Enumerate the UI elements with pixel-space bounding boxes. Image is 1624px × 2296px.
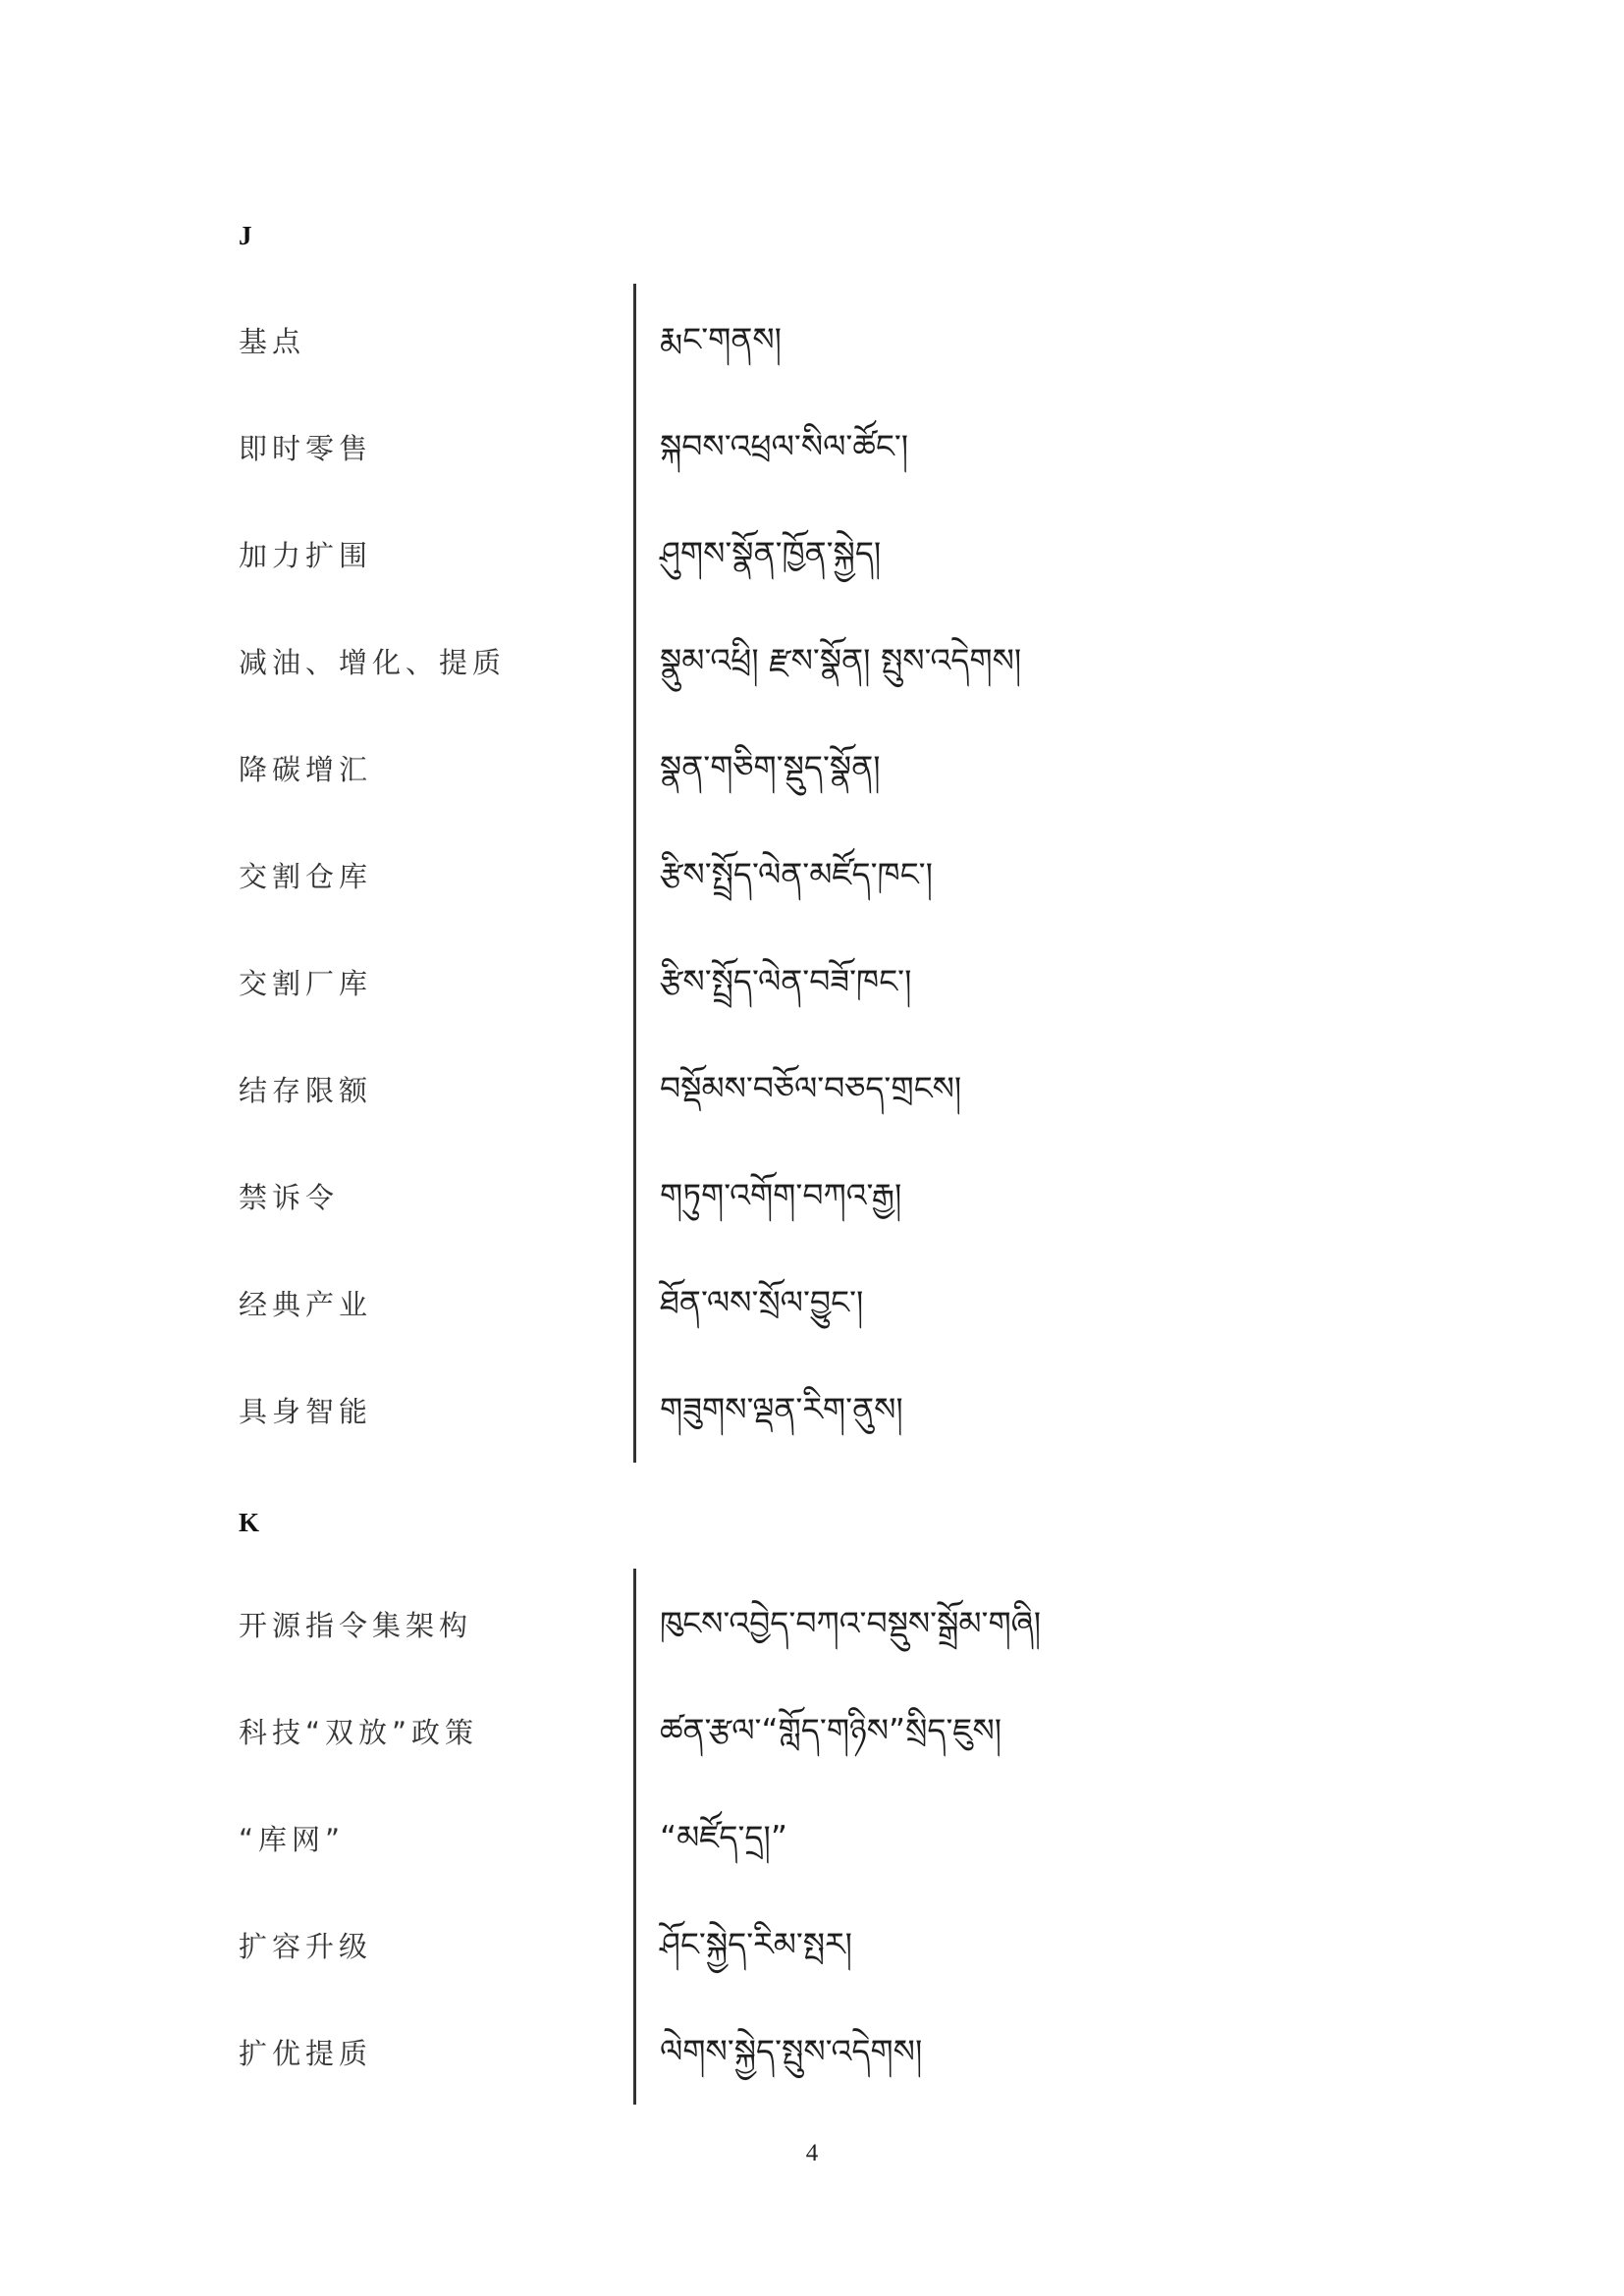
section-letter-k: K [239, 1508, 260, 1537]
tibetan-term: ལེགས་སྐྱེད་སྤུས་འདེགས། [660, 2032, 923, 2070]
glossary-row [0, 1168, 1624, 1227]
tibetan-term: ཁུངས་འབྱེད་བཀའ་བསྡུས་སྒྲོམ་གཞི། [660, 1604, 1042, 1642]
glossary-row [0, 954, 1624, 1013]
chinese-term: 具身智能 [239, 1395, 373, 1428]
tibetan-term: སྣན་གཅིག་སྡུད་སྣོན། [660, 748, 881, 786]
tibetan-term: ཤུགས་སྣོན་ཁྱོན་སྐྱེད། [660, 534, 882, 572]
chinese-term: 交割仓库 [239, 860, 373, 893]
glossary-row [0, 1596, 1624, 1655]
section-letter-j: J [239, 221, 252, 250]
chinese-term: 扩容升级 [239, 1930, 373, 1963]
glossary-row [0, 1061, 1624, 1120]
tibetan-term: “མཛོད་དྲ།” [660, 1818, 787, 1856]
glossary-row [0, 1917, 1624, 1976]
tibetan-term: བསྡོམས་བཅོལ་བཅད་གྲངས། [660, 1069, 962, 1107]
tibetan-term: གཏུག་འགོག་བཀའ་རྒྱ། [660, 1176, 902, 1214]
tibetan-term: རྩིས་སྤྲོད་ལེན་བཟོ་ཁང་། [660, 962, 912, 1000]
glossary-row [0, 312, 1624, 371]
glossary-row [0, 740, 1624, 799]
chinese-term: 降碳增汇 [239, 753, 373, 786]
chinese-term: 开源指令集架构 [239, 1609, 473, 1642]
chinese-term: 科技“双放”政策 [239, 1716, 479, 1749]
glossary-row [0, 633, 1624, 692]
glossary-row [0, 1703, 1624, 1762]
tibetan-term: རྩིས་སྤྲོད་ལེན་མཛོད་ཁང་། [660, 855, 933, 893]
tibetan-term: རྨང་གནས། [660, 320, 782, 358]
glossary-row [0, 1382, 1624, 1441]
glossary-row [0, 847, 1624, 906]
glossary-row [0, 2024, 1624, 2083]
chinese-term: 扩优提质 [239, 2037, 373, 2070]
tibetan-term: གཟུགས་ལྡན་རིག་ནུས། [660, 1390, 903, 1428]
glossary-row [0, 419, 1624, 478]
chinese-term: 交割厂库 [239, 967, 373, 1000]
tibetan-term: ཐོན་ལས་སྲོལ་བྱུང་། [660, 1283, 864, 1321]
chinese-term: 经典产业 [239, 1288, 373, 1321]
tibetan-term: སྐབས་འཕྲལ་སིལ་ཚོང་། [660, 427, 909, 465]
tibetan-term: ཚན་རྩལ་“གློད་གཉིས”སྲིད་ཇུས། [660, 1711, 1002, 1749]
glossary-row [0, 526, 1624, 585]
chinese-term: 减油、增化、提质 [239, 646, 507, 679]
chinese-term: 禁诉令 [239, 1181, 340, 1214]
chinese-term: 即时零售 [239, 432, 373, 465]
chinese-term: 基点 [239, 325, 306, 358]
chinese-term: “库网” [239, 1823, 346, 1856]
chinese-term: 结存限额 [239, 1074, 373, 1107]
glossary-row [0, 1810, 1624, 1869]
tibetan-term: ཤོང་སྐྱེད་རིམ་སྤར། [660, 1925, 852, 1963]
tibetan-term: སྣུམ་འཕྲི། རྫས་སྣོན། སྤུས་འདེགས། [660, 641, 1022, 679]
chinese-term: 加力扩围 [239, 539, 373, 572]
page-number: 4 [805, 2140, 819, 2166]
glossary-row [0, 1275, 1624, 1334]
